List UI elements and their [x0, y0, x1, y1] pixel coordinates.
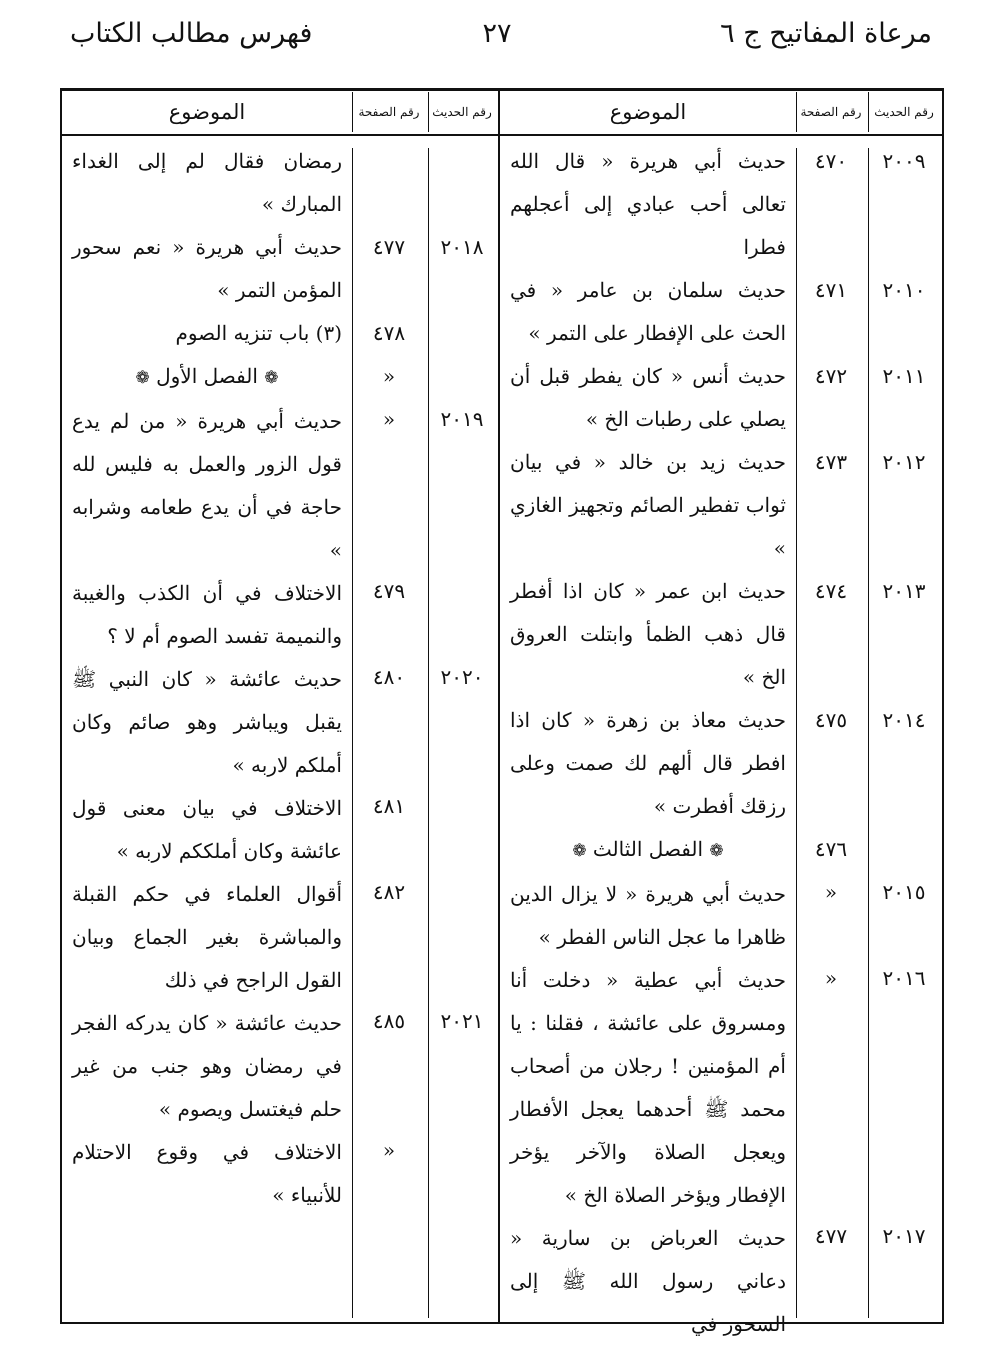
entry-topic: حديث أبي هريرة « قال الله تعالى أحب عبادي إلى أعجلهم فطرا [510, 149, 786, 259]
ornament-icon: ❁ [709, 841, 724, 861]
entry-topic: الاختلاف في بيان معنى قول عائشة وكان أملككم لاربه » [72, 796, 342, 863]
entry-page-number: ٤٨٥ [372, 1009, 406, 1033]
header-topic-left: الموضوع [168, 100, 246, 124]
header-hadith-left: رقم الحديث [432, 105, 492, 119]
entry-topic: حديث العرباض بن سارية « دعاني رسول الله ﷺ إلى السحور في [510, 1226, 786, 1336]
entry-hadith-number: ٢٠٠٩ [882, 149, 926, 173]
entry-page-number: ٤٧٥ [814, 708, 848, 732]
entry-topic: حديث عائشة « كان يدركه الفجر في رمضان وهو جنب من غير حلم فيغتسل ويصوم » [72, 1011, 342, 1121]
entry-page-number: ٤٧٩ [372, 579, 406, 603]
header-page-right: رقم الصفحة [800, 105, 862, 119]
entry-hadith-number: ٢٠١٧ [882, 1224, 926, 1248]
entry-hadith-number: ٢٠١٠ [882, 278, 926, 302]
entry-page-number: ٤٧٦ [814, 837, 848, 861]
entry-hadith-number: ٢٠١٩ [440, 407, 484, 431]
entry-page-number: ٤٧٠ [814, 149, 848, 173]
entry-hadith-number: ٢٠٢١ [440, 1009, 484, 1033]
left-hadith-column [426, 140, 498, 1310]
entry-hadith-number: ٢٠١٣ [882, 579, 926, 603]
entry-page-number: ٤٧٨ [372, 321, 406, 345]
page-number: ٢٧ [482, 18, 512, 49]
table-right-rule [942, 88, 944, 1324]
entry-topic: حديث أبي هريرة « لا يزال الدين ظاهرا ما عجل الناس الفطر » [510, 882, 786, 949]
entry-hadith-number: ٢٠٢٠ [440, 665, 484, 689]
entry-page-number: ٤٧٧ [372, 235, 406, 259]
chapter-heading: الفصل الأول [156, 364, 258, 388]
entry-topic: الاختلاف في أن الكذب والغيبة والنميمة تفسد الصوم أم لا ؟ [72, 581, 342, 648]
entry-topic: حديث معاذ بن زهرة « كان اذا افطر قال ألهم لك صمت وعلى رزقك أفطرت » [510, 708, 786, 818]
entry-hadith-number: ٢٠١١ [882, 364, 926, 388]
entry-page-number: ٤٨٠ [372, 665, 406, 689]
entry-topic: حديث زيد بن خالد « في بيان ثواب تفطير الصائم وتجهيز الغازي » [510, 450, 786, 560]
entry-page-number: » [382, 407, 396, 431]
entry-topic: الاختلاف في وقوع الاحتلام للأنبياء » [72, 1140, 342, 1207]
header-page-left: رقم الصفحة [358, 105, 420, 119]
entry-topic: حديث عائشة « كان النبي ﷺ يقبل ويباشر وهو صائم وكان أملكم لاربه » [72, 667, 342, 777]
entry-page-number: ٤٨١ [372, 794, 406, 818]
ornament-icon: ❁ [264, 368, 279, 388]
book-title: مرعاة المفاتيح ج ٦ [720, 18, 932, 49]
left-topic-column [62, 140, 352, 1310]
entry-hadith-number: ٢٠١٦ [882, 966, 926, 990]
left-page-column [352, 140, 426, 1310]
entry-topic: حديث سلمان بن عامر « في الحث على الإفطار على التمر » [510, 278, 786, 345]
header-hadith-right: رقم الحديث [874, 105, 934, 119]
right-hadith-column [866, 140, 942, 1310]
ornament-icon: ❁ [572, 841, 587, 861]
right-topic-column [500, 140, 796, 1336]
entry-topic [62, 355, 352, 400]
entry-page-number: » [382, 364, 396, 388]
entry-topic: حديث ابن عمر « كان اذا أفطر قال ذهب الظمأ وابتلت العروق الخ » [510, 579, 786, 689]
entry-hadith-number: ٢٠١٨ [440, 235, 484, 259]
entry-hadith-number: ٢٠١٥ [882, 880, 926, 904]
entry-topic [500, 828, 796, 873]
entry-topic: حديث أنس « كان يفطر قبل أن يصلي على رطبات الخ » [510, 364, 786, 431]
entry-topic: حديث أبي هريرة « نعم سحور المؤمن التمر » [72, 235, 342, 302]
entry-page-number: ٤٧٧ [814, 1224, 848, 1248]
table-header-rule [60, 134, 944, 136]
entry-topic: رمضان فقال لم إلى الغداء المبارك » [72, 149, 342, 216]
entry-page-number: ٤٨٢ [372, 880, 406, 904]
chapter-heading: الفصل الثالث [592, 837, 704, 861]
entry-topic: حديث أبي عطية « دخلت أنا ومسروق على عائشة ، فقلنا : يا أم المؤمنين ! رجلان من أصحاب محمد ﷺ أحدهما يعجل الأفطار ويعجل الصلاة والآخر يؤخر الإفطار ويؤخر الصلاة الخ » [510, 968, 786, 1207]
entry-page-number: ٤٧٣ [814, 450, 848, 474]
entry-page-number: ٤٧٢ [814, 364, 848, 388]
entry-page-number: » [824, 966, 838, 990]
header-topic-right: الموضوع [609, 100, 687, 124]
ornament-icon: ❁ [135, 368, 150, 388]
entry-page-number: » [824, 880, 838, 904]
entry-page-number: ٤٧١ [814, 278, 848, 302]
entry-page-number: ٤٧٤ [814, 579, 848, 603]
entry-topic: أقوال العلماء في حكم القبلة والمباشرة بغير الجماع وبيان القول الراجح في ذلك [72, 882, 342, 992]
entry-topic: (٣) باب تنزيه الصوم [175, 321, 342, 345]
entry-hadith-number: ٢٠١٤ [882, 708, 926, 732]
entry-page-number: » [382, 1138, 396, 1162]
entry-hadith-number: ٢٠١٢ [882, 450, 926, 474]
table-top-rule [60, 88, 944, 91]
right-page-column [796, 140, 866, 1310]
section-title: فهرس مطالب الكتاب [70, 18, 313, 49]
entry-topic: حديث أبي هريرة « من لم يدع قول الزور والعمل به فليس لله حاجة في أن يدع طعامه وشرابه » [72, 409, 342, 562]
